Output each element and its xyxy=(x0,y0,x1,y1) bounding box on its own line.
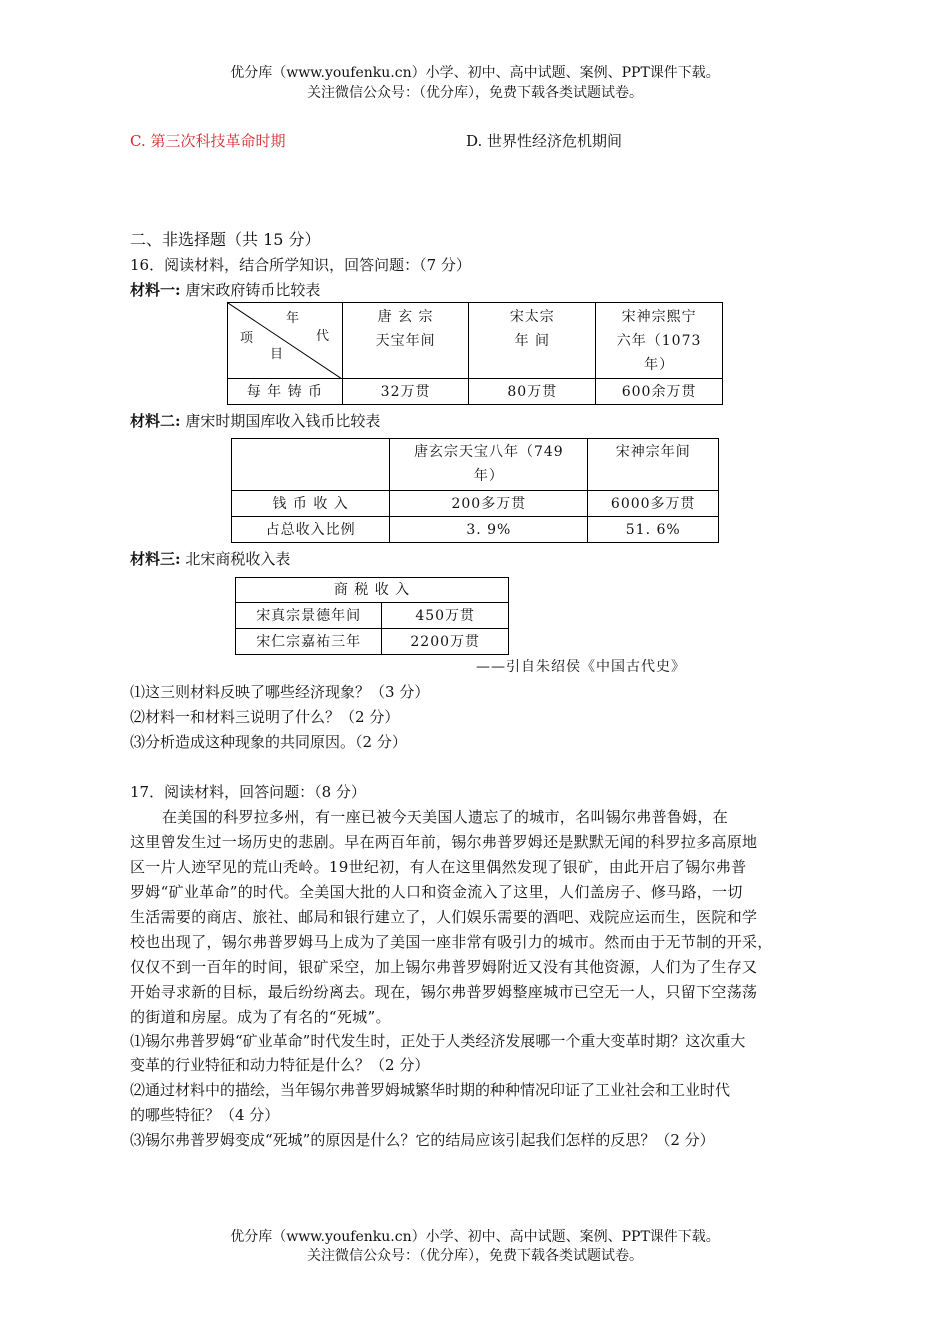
q17-title: 17．阅读材料，回答问题：（8 分） xyxy=(130,783,366,801)
passage-line: 罗姆“矿业革命”的时代。全美国大批的人口和资金流入了这里，人们盖房子、修马路，一切 xyxy=(130,883,743,901)
table2-col-xuanzong xyxy=(390,439,588,491)
passage-line: 仅仅不到一百年的时间，银矿采空，加上锡尔弗普罗姆附近又没有其他资源，人们为了生存又 xyxy=(130,958,758,976)
col-label: 宋太宗 xyxy=(509,309,555,325)
passage-line: 在美国的科罗拉多州，有一座已被今天美国人遗忘了的城市，名叫锡尔弗普鲁姆，在 xyxy=(162,808,729,826)
q17-sub1-line1: ⑴锡尔弗普罗姆“矿业革命”时代发生时，正处于人类经济发展哪一个重大变革时期？这次重大 xyxy=(130,1032,746,1050)
col-label: 天宝年间 xyxy=(375,333,436,349)
corner-label-item: 项 xyxy=(240,331,255,346)
col-label: 年 间 xyxy=(514,333,551,349)
passage-line: 开始寻求新的目标，最后纷纷离去。现在，锡尔弗普罗姆整座城市已空无一人，只留下空荡荡 xyxy=(130,983,758,1001)
table1-col-shenzong xyxy=(596,303,723,379)
table1-col-taizong xyxy=(469,303,596,379)
table-treasury xyxy=(231,438,719,543)
table1-row-label: 每 年 铸 币 xyxy=(228,379,343,405)
col-label: 年） xyxy=(473,468,504,484)
table1-cell: 80万贯 xyxy=(469,379,596,405)
col-label: 宋神宗年间 xyxy=(615,444,691,460)
col-label: 唐玄宗天宝八年（749 xyxy=(413,444,564,460)
q16-title: 16．阅读材料，结合所学知识，回答问题：（7 分） xyxy=(130,256,471,274)
table3-cell: 2200万贯 xyxy=(382,629,509,655)
material-2-label: 材料二: xyxy=(130,412,181,430)
table3-row-label: 宋真宗景德年间 xyxy=(236,603,382,629)
table3-head: 商 税 收 入 xyxy=(236,578,509,603)
material-3 xyxy=(130,547,290,571)
table-commerce-tax xyxy=(235,577,509,655)
option-c: C. 第三次科技革命时期 xyxy=(130,132,286,150)
table1-corner xyxy=(228,303,343,379)
table3-row-label: 宋仁宗嘉祐三年 xyxy=(236,629,382,655)
corner-label-dynasty: 代 xyxy=(316,329,331,344)
material-2-text: 唐宋时期国库收入钱币比较表 xyxy=(185,412,381,430)
table1-cell: 600余万贯 xyxy=(596,379,723,405)
q16-sub3: ⑶分析造成这种现象的共同原因。（2 分） xyxy=(130,733,407,751)
corner-label-mu: 目 xyxy=(270,347,285,362)
material-1 xyxy=(130,278,320,302)
q17-sub3: ⑶锡尔弗普罗姆变成“死城”的原因是什么？它的结局应该引起我们怎样的反思？（2 分） xyxy=(130,1131,715,1149)
passage-line: 区一片人迹罕见的荒山秃岭。19世纪初，有人在这里偶然发现了银矿，由此开启了锡尔弗普 xyxy=(130,858,747,876)
q16-sub1: ⑴这三则材料反映了哪些经济现象？（3 分） xyxy=(130,683,430,701)
table2-cell: 51. 6% xyxy=(588,517,719,543)
option-d: D. 世界性经济危机期间 xyxy=(466,132,623,150)
col-label: 年） xyxy=(644,357,675,373)
q17-sub1-line2: 变革的行业特征和动力特征是什么？（2 分） xyxy=(130,1056,430,1074)
section-title: 二、非选择题（共 15 分） xyxy=(130,230,321,249)
table2-corner xyxy=(232,439,390,491)
q17-sub2-line2: 的哪些特征？（4 分） xyxy=(130,1106,280,1124)
source-citation: ——引自朱绍侯《中国古代史》 xyxy=(476,659,686,675)
table2-col-shenzong xyxy=(588,439,719,491)
table2-row-label: 钱 币 收 入 xyxy=(232,491,390,517)
page-header-line2: 关注微信公众号：（优分库），免费下载各类试题试卷。 xyxy=(307,85,643,101)
passage-line: 这里曾发生过一场历史的悲剧。早在两百年前，锡尔弗普罗姆还是默默无闻的科罗拉多高原地 xyxy=(130,833,758,851)
table1-cell: 32万贯 xyxy=(342,379,469,405)
table2-cell: 3. 9% xyxy=(390,517,588,543)
col-label: 六年（1073 xyxy=(616,333,702,349)
col-label: 唐 玄 宗 xyxy=(377,309,434,325)
page-header-line1: 优分库（www.youfenku.cn）小学、初中、高中试题、案例、PPT课件下载。 xyxy=(230,65,720,81)
table2-cell: 6000多万贯 xyxy=(588,491,719,517)
table1-col-xuanzong xyxy=(342,303,469,379)
material-2 xyxy=(130,409,380,433)
q16-sub2: ⑵材料一和材料三说明了什么？（2 分） xyxy=(130,708,400,726)
material-1-text: 唐宋政府铸币比较表 xyxy=(185,281,321,299)
table-coinage xyxy=(227,302,723,405)
material-3-label: 材料三: xyxy=(130,550,181,568)
passage-line: 校也出现了，锡尔弗普罗姆马上成为了美国一座非常有吸引力的城市。然而由于无节制的开采， xyxy=(130,933,773,951)
corner-label-year: 年 xyxy=(286,311,301,326)
table2-cell: 200多万贯 xyxy=(390,491,588,517)
col-label: 宋神宗熙宁 xyxy=(621,309,697,325)
material-3-text: 北宋商税收入表 xyxy=(185,550,291,568)
table2-row-label: 占总收入比例 xyxy=(232,517,390,543)
passage-line: 的街道和房屋。成为了有名的“死城”。 xyxy=(130,1008,391,1026)
passage-line: 生活需要的商店、旅社、邮局和银行建立了，人们娱乐需要的酒吧、戏院应运而生，医院和学 xyxy=(130,908,758,926)
q17-passage xyxy=(130,805,830,1030)
material-1-label: 材料一: xyxy=(130,281,181,299)
q17-sub2-line1: ⑵通过材料中的描绘，当年锡尔弗普罗姆城繁华时期的种种情况印证了工业社会和工业时代 xyxy=(130,1081,731,1099)
table3-cell: 450万贯 xyxy=(382,603,509,629)
page-footer-line1: 优分库（www.youfenku.cn）小学、初中、高中试题、案例、PPT课件下载。 xyxy=(230,1229,720,1245)
page-footer-line2: 关注微信公众号：（优分库），免费下载各类试题试卷。 xyxy=(307,1248,643,1264)
